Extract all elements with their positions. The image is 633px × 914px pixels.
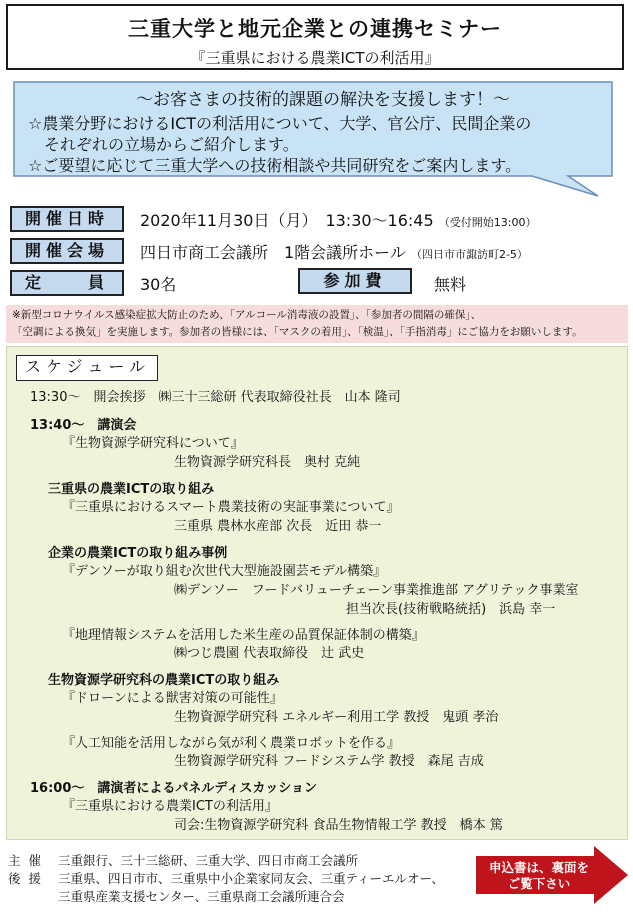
- capacity-label: 定 員: [10, 270, 124, 296]
- fee-value: 無料: [434, 275, 467, 294]
- section-heading: 三重県の農業ICTの取り組み: [48, 482, 215, 497]
- host-value: 三重銀行、三十三総研、三重大学、四日市商工会議所: [57, 853, 358, 868]
- schedule-panel-heading: 16:00～ 講演者によるパネルディスカッション: [30, 781, 317, 796]
- date-label: 開催日時: [10, 206, 124, 232]
- venue-value: [140, 240, 528, 263]
- speaker: ㈱つじ農園 代表取締役 辻 武史: [174, 646, 365, 661]
- host-row: [8, 852, 444, 870]
- capacity-value: 30名: [140, 275, 177, 294]
- page-subtitle: 『三重県における農業ICTの利活用』: [190, 49, 440, 67]
- callout-line: それぞれの立場からご紹介します。: [28, 135, 299, 154]
- page-title: 三重大学と地元企業との連携セミナー: [128, 17, 502, 41]
- callout-headline: ～お客さまの技術的課題の解決を支援します！～: [136, 90, 510, 110]
- notice-line: ※新型コロナウイルス感染症拡大防止のため、「アルコール消毒液の設置」、「参加者の間隔の確保」、: [12, 309, 482, 321]
- talk-title: 『ドローンによる獣害対策の可能性』: [62, 691, 283, 706]
- schedule-lecture-heading: 13:40～ 講演会: [30, 418, 137, 433]
- footer-organizers: [8, 852, 444, 906]
- title-box: [6, 4, 624, 70]
- section-heading: 生物資源学研究科の農業ICTの取り組み: [48, 673, 280, 688]
- fee-label: 参加費: [298, 268, 412, 294]
- schedule-opening: 13:30～ 開会挨拶 ㈱三十三総研 代表取締役社長 山本 隆司: [30, 390, 401, 405]
- callout-line: ☆農業分野におけるICTの利活用について、大学、官公庁、民間企業の: [28, 114, 532, 133]
- venue-text: 四日市商工会議所 1階会議所ホール: [140, 243, 406, 262]
- support-value: 三重県産業支援センター、三重県商工会議所連合会: [57, 889, 345, 904]
- callout-line: ☆ご要望に応じて三重大学への技術相談や共同研究をご案内します。: [28, 156, 522, 175]
- speaker: 担当次長(技術戦略統括) 浜島 幸一: [346, 602, 556, 617]
- date-text: 2020年11月30日（月） 13:30～16:45: [140, 211, 434, 230]
- venue-label: 開催会場: [10, 238, 124, 264]
- notice-line: 「空調による換気」を実施します。参加者の皆様には、「マスクの着用」、「検温」、「手指消毒」にご協力をお願いします。: [12, 326, 583, 338]
- speaker: ㈱デンソー フードバリューチェーン事業推進部 アグリテック事業室: [174, 583, 579, 598]
- talk-title: 『デンソーが取り組む次世代大型施設園芸モデル構築』: [62, 564, 387, 579]
- venue-note: （四日市市諏訪町2-5）: [410, 248, 528, 261]
- date-note: （受付開始13:00）: [438, 216, 537, 229]
- arrow-line: 申込書は、裏面を: [488, 860, 589, 875]
- section-heading: 企業の農業ICTの取り組み事例: [48, 546, 228, 561]
- talk-title: 『三重県における農業ICTの利活用』: [62, 799, 278, 814]
- application-note: [480, 860, 598, 892]
- support-row: [8, 870, 444, 888]
- speaker: 司会:生物資源学研究科 食品生物情報工学 教授 橋本 篤: [174, 818, 503, 833]
- speaker: 三重県 農林水産部 次長 近田 恭一: [174, 519, 382, 534]
- arrow-line: ご覧下さい: [507, 876, 571, 891]
- talk-title: 『三重県におけるスマート農業技術の実証事業について』: [62, 500, 400, 515]
- talk-title: 『生物資源学研究科について』: [62, 436, 244, 451]
- schedule-label: スケジュール: [16, 355, 158, 381]
- speaker: 生物資源学研究科 フードシステム学 教授 森尾 吉成: [174, 754, 484, 769]
- support-row-2: [8, 888, 444, 906]
- talk-title: 『地理情報システムを活用した米生産の品質保証体制の構築』: [62, 628, 425, 643]
- callout-text: [28, 90, 618, 176]
- date-value: [140, 208, 536, 231]
- support-value: 三重県、四日市市、三重県中小企業家同友会、三重ティーエルオー、: [57, 871, 444, 886]
- support-label: 後援: [8, 871, 50, 886]
- host-label: 主催: [8, 853, 50, 868]
- speaker: 生物資源学研究科 エネルギー利用工学 教授 鬼頭 孝治: [174, 710, 499, 725]
- talk-title: 『人工知能を活用しながら気が利く農業ロボットを作る』: [62, 736, 401, 751]
- speaker: 生物資源学研究科長 奥村 克純: [174, 455, 361, 470]
- covid-notice: [6, 305, 628, 343]
